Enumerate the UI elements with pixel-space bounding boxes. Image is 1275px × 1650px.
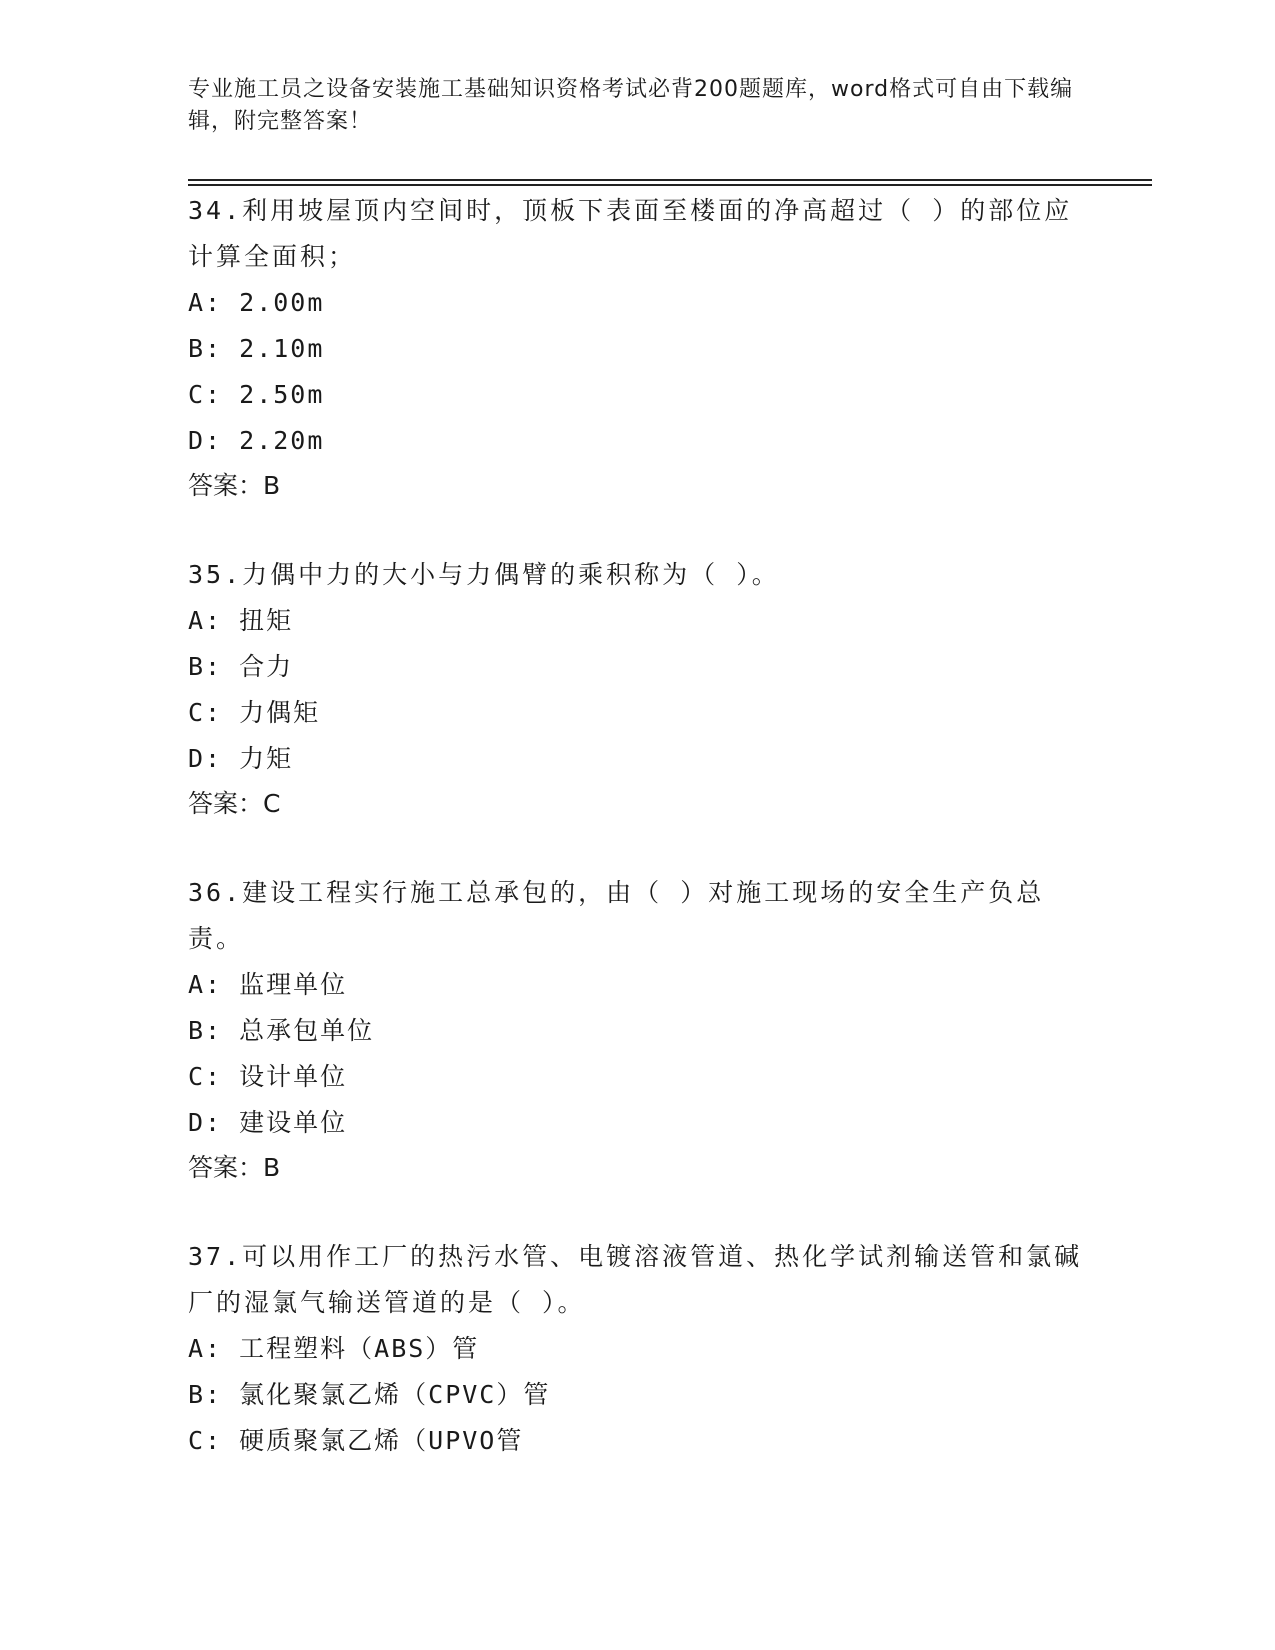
answer-label: 答案：B [188,471,281,500]
option-c: C: 力偶矩 [188,698,321,727]
option-b: B: 合力 [188,652,294,681]
option-b: B: 总承包单位 [188,1016,375,1045]
option-c: C: 2.50m [188,380,325,409]
question-36 [188,870,1088,1190]
question-34 [188,188,1088,508]
answer-label: 答案：C [188,789,281,818]
question-stem: 35.力偶中力的大小与力偶臂的乘积称为（ ）。 [188,560,780,589]
option-a: A: 工程塑料（ABS）管 [188,1334,480,1363]
document-header: 专业施工员之设备安装施工基础知识资格考试必背200题题库，word格式可自由下载编辑，附完整答案！ [188,77,1074,134]
option-b: B: 氯化聚氯乙烯（CPVC）管 [188,1380,551,1409]
header-divider-bottom [188,184,1152,186]
question-spacer [188,508,1088,552]
question-spacer [188,1190,1088,1234]
question-spacer [188,826,1088,870]
question-stem: 36.建设工程实行施工总承包的，由（ ）对施工现场的安全生产负总责。 [188,878,1045,953]
option-d: D: 建设单位 [188,1108,348,1137]
option-a: A: 2.00m [188,288,325,317]
question-37 [188,1234,1088,1464]
option-d: D: 力矩 [188,744,294,773]
question-list [188,188,1088,1464]
option-a: A: 扭矩 [188,606,294,635]
option-c: C: 硬质聚氯乙烯（UPVO管 [188,1426,524,1455]
option-d: D: 2.20m [188,426,325,455]
option-c: C: 设计单位 [188,1062,348,1091]
question-stem: 37.可以用作工厂的热污水管、电镀溶液管道、热化学试剂输送管和氯碱厂的湿氯气输送管道的是（ ）。 [188,1242,1083,1317]
option-b: B: 2.10m [188,334,325,363]
question-35 [188,552,1088,826]
header-divider-top [188,179,1152,181]
answer-label: 答案：B [188,1153,281,1182]
option-a: A: 监理单位 [188,970,348,999]
question-stem: 34.利用坡屋顶内空间时，顶板下表面至楼面的净高超过（ ）的部位应计算全面积； [188,196,1073,271]
